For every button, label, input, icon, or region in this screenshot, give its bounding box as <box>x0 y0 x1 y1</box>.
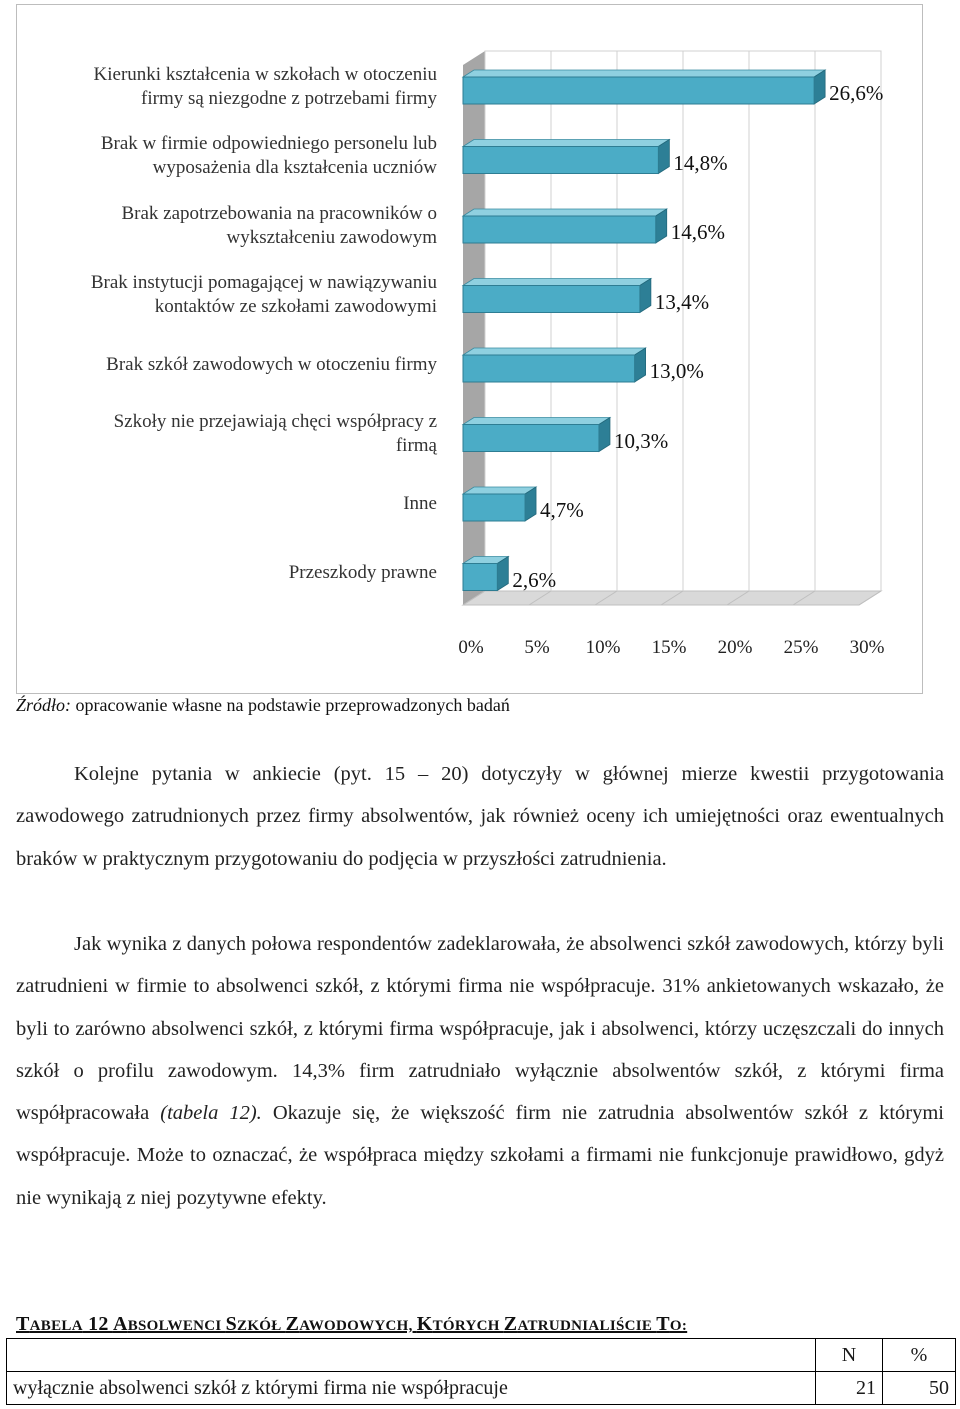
bar <box>463 564 497 591</box>
x-tick-label: 25% <box>783 637 819 658</box>
figure-source <box>16 695 510 716</box>
table-cell: 50 <box>883 1372 956 1405</box>
value-label: 4,7% <box>540 498 584 522</box>
table-cell: 21 <box>816 1372 883 1405</box>
chart-container <box>16 4 923 694</box>
category-label-line: firmy są niezgodne z potrzebami firmy <box>141 87 437 109</box>
category-label <box>17 202 437 250</box>
table-title: TABELA 12 ABSOLWENCI SZKÓŁ ZAWODOWYCH, KTÓRYCH ZATRUDNIALIŚCIE TO: <box>16 1313 688 1335</box>
bar-top <box>463 487 536 494</box>
table-header-cell: % <box>883 1339 956 1372</box>
bar <box>463 147 658 174</box>
source-text: opracowanie własne na podstawie przeprowadzonych badań <box>71 695 510 715</box>
category-label <box>17 132 437 180</box>
source-prefix: Źródło: <box>16 695 72 715</box>
bar-top <box>463 70 825 77</box>
bar <box>463 216 656 243</box>
bar-top <box>463 348 646 355</box>
category-label-line: Brak szkół zawodowych w otoczeniu firmy <box>106 353 437 375</box>
category-label-line: firmą <box>395 435 437 456</box>
value-label: 13,4% <box>654 289 710 314</box>
category-label <box>17 410 437 458</box>
category-label-line: Brak w firmie odpowiedniego personelu lub <box>100 133 437 154</box>
value-label: 14,8% <box>673 150 728 175</box>
category-label-line: Szkoły nie przejawiają chęci współpracy z <box>113 411 437 432</box>
value-label: 10,3% <box>613 428 669 453</box>
category-label <box>17 561 437 585</box>
paragraph-2-part-b: Okazuje się, że większość firm nie zatrudnia absolwentów szkół z którymi współpracuje. Może to oznaczać, że współpraca między szkołami a firmami nie funkcjonuje prawidłowo, gdyż nie wynikają z niej pozytywne efekty. <box>16 1102 944 1209</box>
value-label: 2,6% <box>512 567 557 592</box>
x-tick-label: 0% <box>458 637 484 658</box>
table-reference: (tabela 12). <box>160 1102 262 1125</box>
table-row <box>7 1372 956 1405</box>
table-cell: wyłącznie absolwenci szkół z którymi firma nie współpracuje <box>7 1372 816 1405</box>
category-label-line: Inne <box>403 492 437 514</box>
category-label-line: kontaktów ze szkołami zawodowymi <box>154 296 437 317</box>
bar-top <box>463 209 667 216</box>
category-label-line: wykształceniu zawodowym <box>226 226 437 248</box>
category-label-line: wyposażenia dla kształcenia uczniów <box>152 157 437 178</box>
bar <box>463 425 599 452</box>
value-label: 13,0% <box>649 359 704 383</box>
table-header-cell <box>7 1339 816 1372</box>
x-tick-label: 30% <box>849 637 885 658</box>
category-label <box>17 353 437 377</box>
x-tick-label: 5% <box>524 637 550 658</box>
bar <box>463 355 635 382</box>
chart-side-wall <box>463 51 485 605</box>
category-label-line: Kierunki kształcenia w szkołach w otoczeniu <box>93 63 437 85</box>
table-header-cell: N <box>816 1339 883 1372</box>
x-tick-label: 20% <box>717 637 753 658</box>
bar-top <box>463 279 651 286</box>
paragraph-2-part-a: Jak wynika z danych połowa respondentów zadeklarowała, że absolwenci szkół zawodowych, którzy byli zatrudnieni w firmie to absolwenci szkół, z którymi firma nie współpracuje. 31% ankietowanych wskazało, że byli to zarówno absolwenci szkół, z którymi firma współpracuje, jak i absolwenci, którzy uczęszczali do innych szkół o profilu zawodowym. 14,3% firm zatrudniało wyłącznie absolwentów szkół, z którymi firma współpracowała <box>16 933 944 1125</box>
category-label-line: Brak instytucji pomagającej w nawiązywaniu <box>90 272 437 293</box>
bar-top <box>463 140 669 147</box>
table-header-row <box>7 1339 956 1372</box>
bar-top <box>463 418 610 425</box>
paragraph-2 <box>16 923 944 1219</box>
x-tick-label: 15% <box>651 637 687 658</box>
category-label-line: Przeszkody prawne <box>288 562 437 583</box>
bar <box>463 494 525 521</box>
paragraph-1: Kolejne pytania w ankiecie (pyt. 15 – 20) dotyczyły w głównej mierze kwestii przygotowania zawodowego zatrudnionych przez firmy absolwentów, jak również oceny ich umiejętności oraz ewentualnych braków w praktycznym przygotowaniu do podjęcia w przyszłości zatrudnienia. <box>16 763 944 870</box>
data-table <box>6 1338 956 1405</box>
category-label <box>17 63 437 111</box>
category-label-line: Brak zapotrzebowania na pracowników o <box>121 202 437 224</box>
value-label: 26,6% <box>829 81 884 105</box>
category-label <box>17 271 437 319</box>
value-label: 14,6% <box>670 220 725 244</box>
bar <box>463 286 640 313</box>
bar <box>463 77 814 104</box>
category-label <box>17 492 437 516</box>
x-tick-label: 10% <box>585 637 621 658</box>
